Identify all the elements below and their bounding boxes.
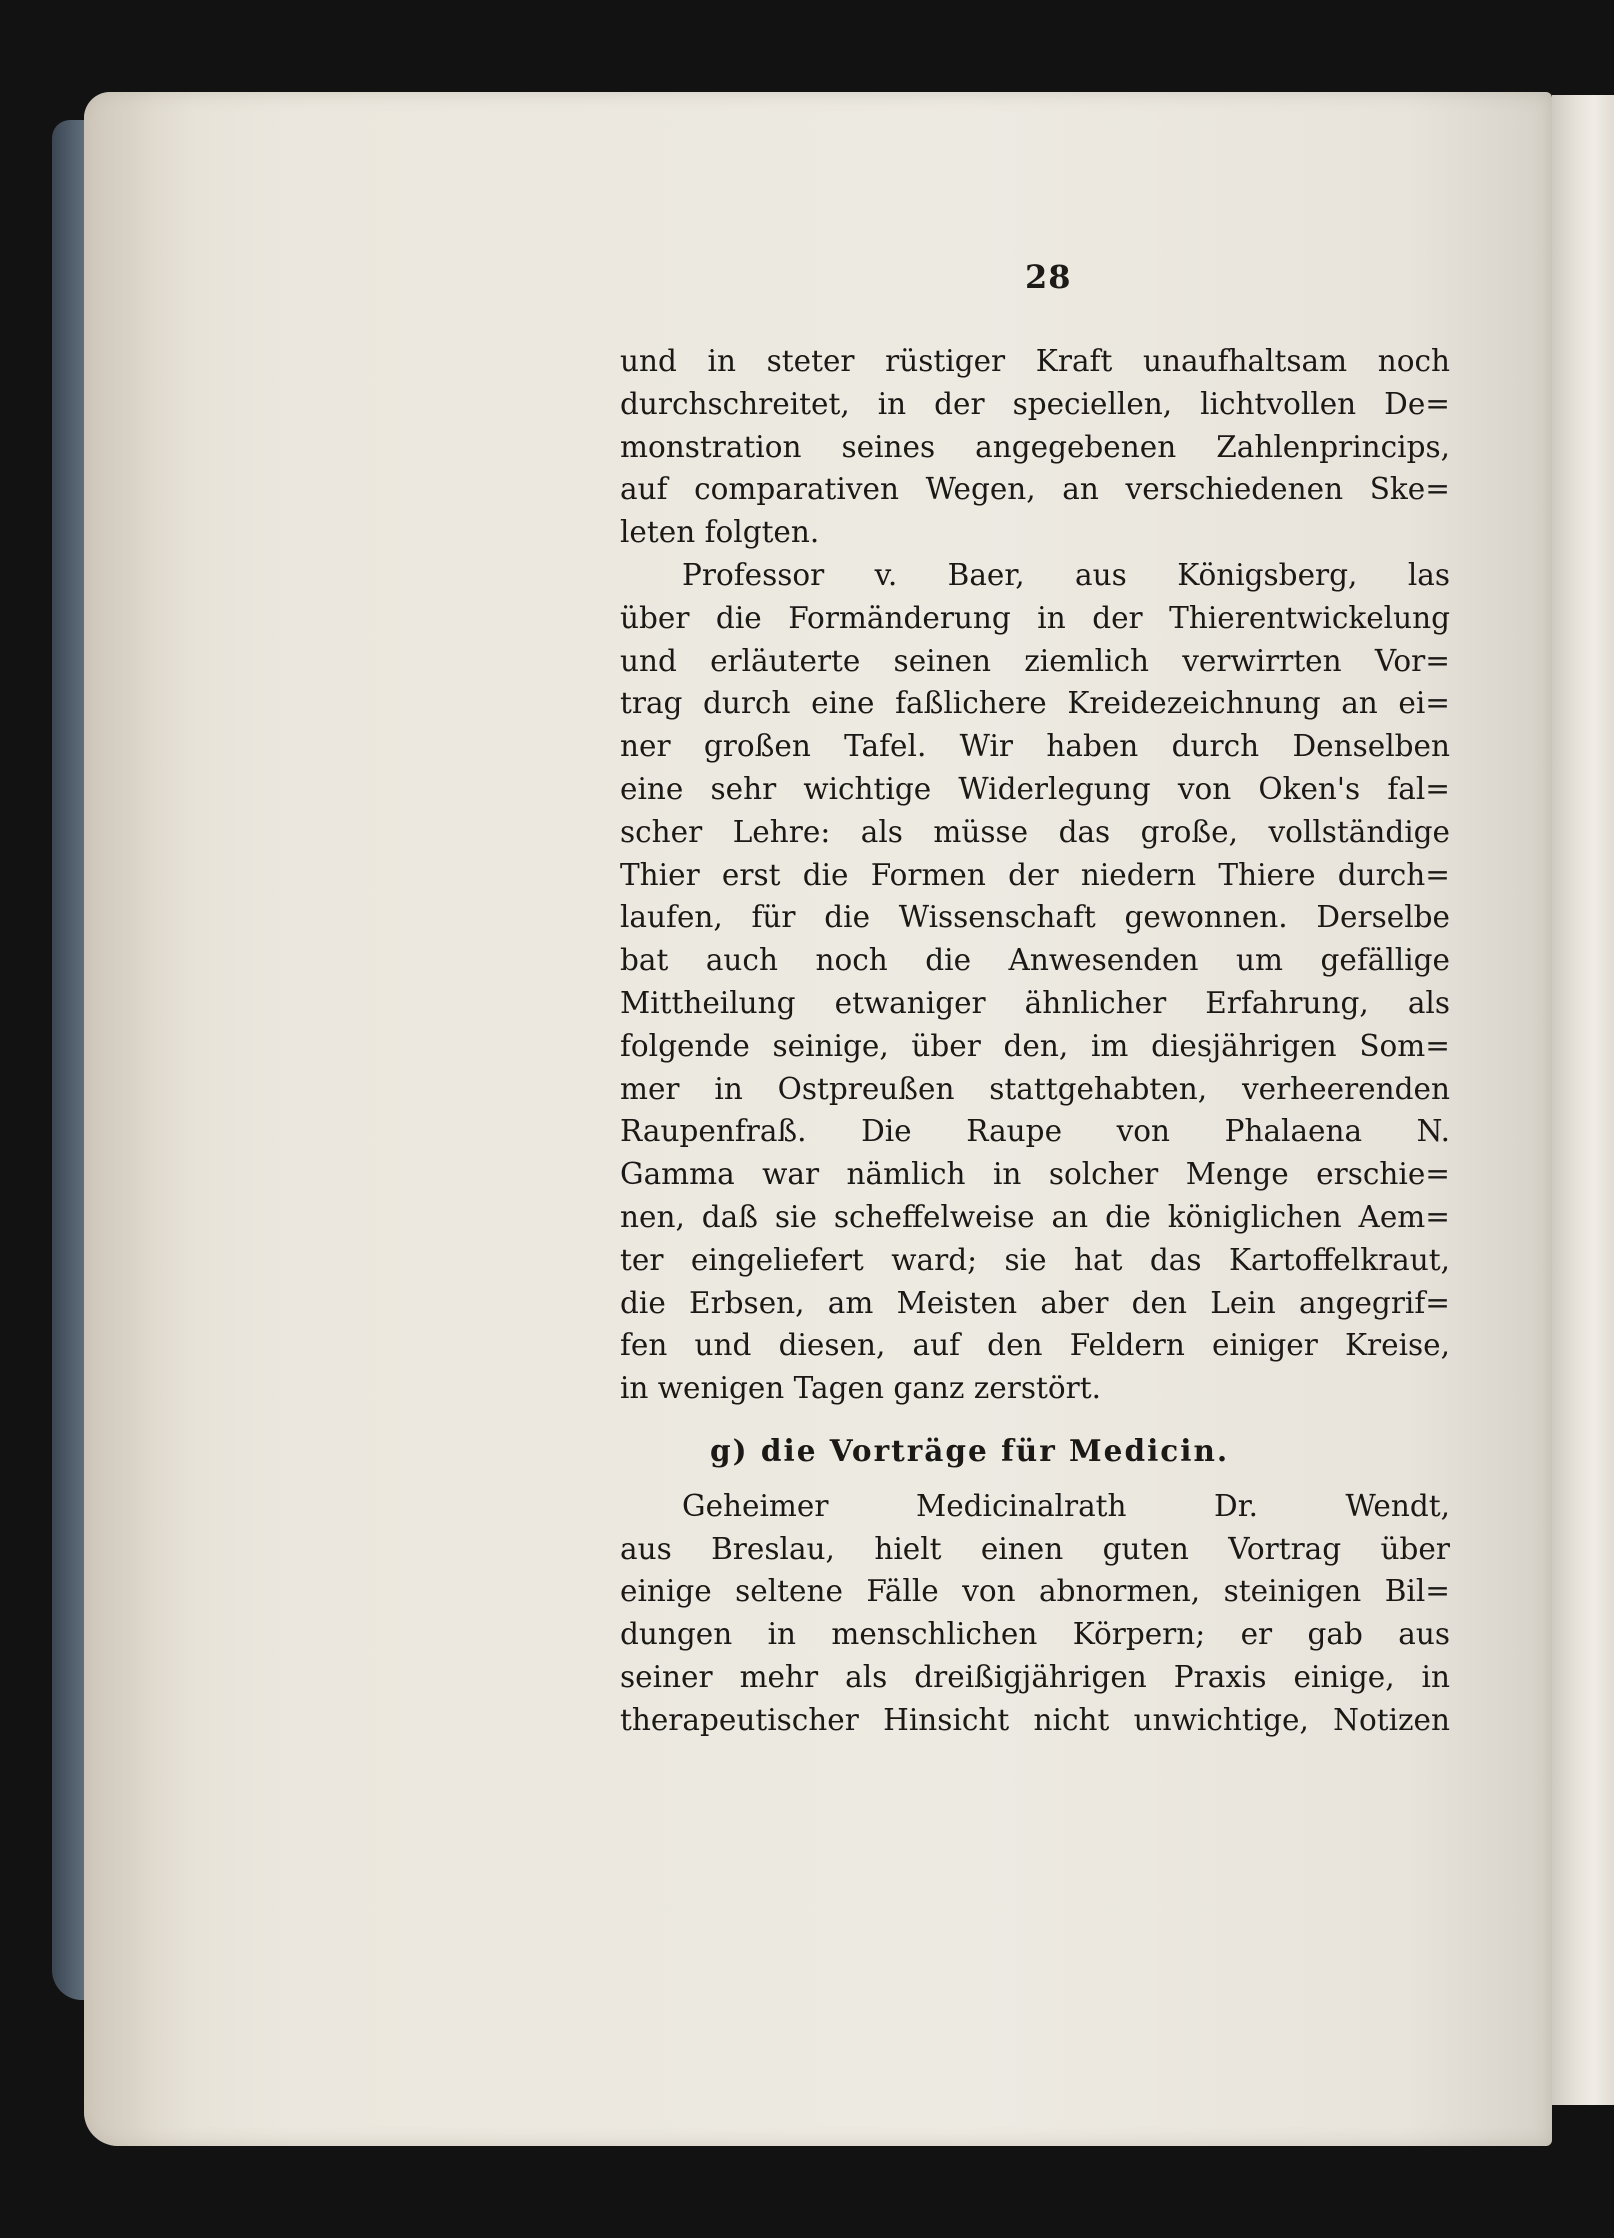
body-text (620, 340, 1450, 1742)
text-line: auf comparativen Wegen, an verschiedenen Ske= (620, 472, 1450, 507)
facing-page-edge (1552, 95, 1614, 2105)
text-line: monstration seines angegebenen Zahlenprincips, (620, 429, 1450, 464)
text-line: und erläuterte seinen ziemlich verwirrten Vor= (620, 643, 1450, 678)
text-line: laufen, für die Wissenschaft gewonnen. Derselbe (620, 900, 1450, 935)
text-line: die Erbsen, am Meisten aber den Lein angegrif= (620, 1285, 1450, 1320)
text-line: Professor v. Baer, aus Königsberg, las (682, 557, 1450, 592)
text-line: folgende seinige, über den, im diesjährigen Som= (620, 1028, 1450, 1063)
text-line: über die Formänderung in der Thierentwickelung (620, 600, 1450, 635)
text-line: therapeutischer Hinsicht nicht unwichtige, Notizen (620, 1702, 1450, 1737)
text-line: ner großen Tafel. Wir haben durch Denselben (620, 729, 1450, 764)
text-line: Raupenfraß. Die Raupe von Phalaena N. (620, 1114, 1450, 1149)
text-line: einige seltene Fälle von abnormen, steinigen Bil= (620, 1574, 1450, 1609)
text-line: Geheimer Medicinalrath Dr. Wendt, (682, 1488, 1450, 1523)
text-line: bat auch noch die Anwesenden um gefällige (620, 943, 1450, 978)
text-line: nen, daß sie scheffelweise an die königlichen Aem= (620, 1199, 1450, 1234)
page-number: 28 (1025, 258, 1072, 296)
text-line: seiner mehr als dreißigjährigen Praxis einige, in (620, 1659, 1450, 1694)
text-line: trag durch eine faßlichere Kreidezeichnung an ei= (620, 686, 1450, 721)
text-line: mer in Ostpreußen stattgehabten, verheerenden (620, 1071, 1450, 1106)
text-line: und in steter rüstiger Kraft unaufhaltsam noch (620, 344, 1450, 378)
text-line: aus Breslau, hielt einen guten Vortrag über (620, 1531, 1450, 1566)
text-line: dungen in menschlichen Körpern; er gab aus (620, 1617, 1450, 1652)
section-heading: g) die Vorträge für Medicin. (710, 1432, 1230, 1468)
text-line: Mittheilung etwaniger ähnlicher Erfahrung, als (620, 985, 1450, 1020)
text-line: scher Lehre: als müsse das große, vollständige (620, 814, 1450, 849)
text-line: durchschreitet, in der speciellen, lichtvollen De= (620, 386, 1450, 421)
text-line: fen und diesen, auf den Feldern einiger Kreise, (620, 1328, 1450, 1363)
text-line: ter eingeliefert ward; sie hat das Kartoffelkraut, (620, 1242, 1450, 1277)
text-line: Gamma war nämlich in solcher Menge erschie= (620, 1157, 1450, 1192)
text-line: eine sehr wichtige Widerlegung von Oken's fal= (620, 771, 1450, 806)
text-line: in wenigen Tagen ganz zerstört. (620, 1371, 1101, 1406)
text-line: Thier erst die Formen der niedern Thiere durch= (620, 857, 1450, 892)
text-line: leten folgten. (620, 515, 820, 550)
